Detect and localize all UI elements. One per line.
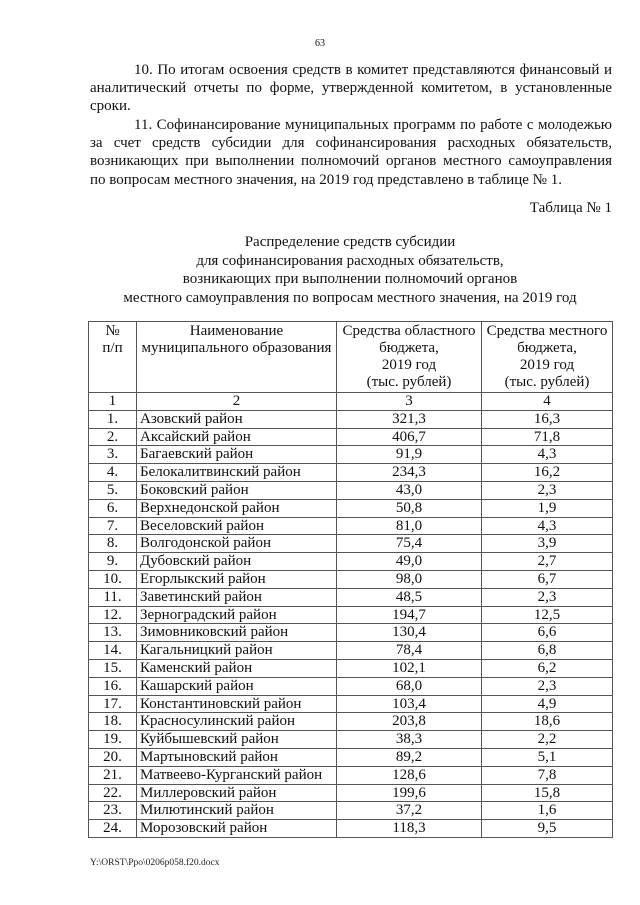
district-name: Заветинский район — [137, 588, 337, 606]
row-number: 15. — [89, 659, 137, 677]
district-name: Красносулинский район — [137, 713, 337, 731]
district-name: Белокалитвинский район — [137, 464, 337, 482]
table-row — [89, 535, 613, 553]
table-row — [89, 410, 613, 428]
row-number: 20. — [89, 748, 137, 766]
local-budget-value: 6,7 — [482, 570, 613, 588]
district-name: Боковский район — [137, 481, 337, 499]
local-budget-value: 4,3 — [482, 446, 613, 464]
table-title — [88, 233, 612, 307]
column-index: 2 — [137, 393, 337, 411]
district-name: Мартыновский район — [137, 748, 337, 766]
regional-budget-value: 103,4 — [337, 695, 482, 713]
local-budget-value: 12,5 — [482, 606, 613, 624]
local-budget-value: 3,9 — [482, 535, 613, 553]
district-name: Константиновский район — [137, 695, 337, 713]
paragraph-11 — [90, 116, 612, 189]
row-number: 21. — [89, 766, 137, 784]
table-title-line: для софинансирования расходных обязательств, — [196, 252, 504, 269]
regional-budget-value: 91,9 — [337, 446, 482, 464]
page-number: 63 — [315, 38, 325, 49]
column-index: 4 — [482, 393, 613, 411]
column-index-row — [89, 393, 613, 411]
header-line: бюджета, — [517, 340, 577, 356]
paragraph-10-text: 10. По итогам освоения средств в комитет представляются финансовый и аналитический отчеты по форме, утвержденной комитетом, в установленные сроки. — [90, 62, 612, 115]
row-number: 4. — [89, 464, 137, 482]
table-row — [89, 766, 613, 784]
local-budget-value: 2,2 — [482, 731, 613, 749]
row-number: 23. — [89, 802, 137, 820]
district-name: Багаевский район — [137, 446, 337, 464]
row-number: 22. — [89, 784, 137, 802]
table-label: Таблица № 1 — [529, 200, 612, 216]
header-line: № — [105, 323, 120, 339]
regional-budget-value: 321,3 — [337, 410, 482, 428]
table-row — [89, 446, 613, 464]
district-name: Дубовский район — [137, 553, 337, 571]
local-budget-value: 6,6 — [482, 624, 613, 642]
table-title-line: местного самоуправления по вопросам местного значения, на 2019 год — [123, 289, 577, 306]
regional-budget-value: 102,1 — [337, 659, 482, 677]
district-name: Егорлыкский район — [137, 570, 337, 588]
table-row — [89, 731, 613, 749]
regional-budget-value: 199,6 — [337, 784, 482, 802]
district-name: Кашарский район — [137, 677, 337, 695]
paragraph-10 — [90, 61, 612, 116]
row-number: 19. — [89, 731, 137, 749]
regional-budget-value: 50,8 — [337, 499, 482, 517]
header-line: (тыс. рублей) — [366, 374, 452, 390]
table-row — [89, 464, 613, 482]
regional-budget-value: 75,4 — [337, 535, 482, 553]
district-name: Каменский район — [137, 659, 337, 677]
header-line: муниципального образования — [141, 340, 332, 356]
row-number: 12. — [89, 606, 137, 624]
row-number: 1. — [89, 410, 137, 428]
table-row — [89, 624, 613, 642]
header-line: 2019 год — [381, 357, 437, 373]
regional-budget-value: 37,2 — [337, 802, 482, 820]
table-row — [89, 588, 613, 606]
header-num — [89, 322, 137, 393]
row-number: 18. — [89, 713, 137, 731]
table-header-row — [89, 322, 613, 393]
local-budget-value: 4,3 — [482, 517, 613, 535]
local-budget-value: 1,6 — [482, 802, 613, 820]
local-budget-value: 9,5 — [482, 820, 613, 838]
header-local-budget — [482, 322, 613, 393]
table-row — [89, 802, 613, 820]
district-name: Веселовский район — [137, 517, 337, 535]
row-number: 9. — [89, 553, 137, 571]
table-row — [89, 695, 613, 713]
district-name: Зимовниковский район — [137, 624, 337, 642]
regional-budget-value: 48,5 — [337, 588, 482, 606]
regional-budget-value: 203,8 — [337, 713, 482, 731]
local-budget-value: 2,3 — [482, 677, 613, 695]
column-index: 1 — [89, 393, 137, 411]
row-number: 10. — [89, 570, 137, 588]
district-name: Милютинский район — [137, 802, 337, 820]
row-number: 8. — [89, 535, 137, 553]
regional-budget-value: 128,6 — [337, 766, 482, 784]
row-number: 2. — [89, 428, 137, 446]
row-number: 17. — [89, 695, 137, 713]
local-budget-value: 2,7 — [482, 553, 613, 571]
table-row — [89, 713, 613, 731]
paragraph-11-text: 11. Софинансирование муниципальных программ по работе с молодежью за счет средств субсидии для софинансирования расходных обязательств, возникающих при выполнении полномочий органов местного самоуправления по вопросам местного значения, на 2019 год представлено в таблице № 1. — [90, 117, 612, 188]
regional-budget-value: 68,0 — [337, 677, 482, 695]
row-number: 6. — [89, 499, 137, 517]
header-line: (тыс. рублей) — [504, 374, 590, 390]
local-budget-value: 16,3 — [482, 410, 613, 428]
header-name — [137, 322, 337, 393]
regional-budget-value: 98,0 — [337, 570, 482, 588]
local-budget-value: 15,8 — [482, 784, 613, 802]
district-name: Матвеево-Курганский район — [137, 766, 337, 784]
table-row — [89, 481, 613, 499]
table-row — [89, 642, 613, 660]
file-path-footer: Y:\ORST\Ppo\0206p058.f20.docx — [90, 858, 220, 868]
header-line: Наименование — [189, 323, 284, 339]
local-budget-value: 71,8 — [482, 428, 613, 446]
table-row — [89, 606, 613, 624]
regional-budget-value: 89,2 — [337, 748, 482, 766]
regional-budget-value: 406,7 — [337, 428, 482, 446]
header-line: бюджета, — [379, 340, 439, 356]
local-budget-value: 6,8 — [482, 642, 613, 660]
row-number: 13. — [89, 624, 137, 642]
regional-budget-value: 81,0 — [337, 517, 482, 535]
table-row — [89, 748, 613, 766]
district-name: Аксайский район — [137, 428, 337, 446]
district-name: Морозовский район — [137, 820, 337, 838]
header-line: 2019 год — [519, 357, 575, 373]
district-name: Миллеровский район — [137, 784, 337, 802]
header-line: Средства областного — [342, 323, 476, 339]
row-number: 24. — [89, 820, 137, 838]
column-index: 3 — [337, 393, 482, 411]
header-line: п/п — [102, 340, 123, 356]
table-row — [89, 499, 613, 517]
regional-budget-value: 38,3 — [337, 731, 482, 749]
table-title-line: возникающих при выполнении полномочий органов — [182, 271, 518, 287]
local-budget-value: 1,9 — [482, 499, 613, 517]
regional-budget-value: 43,0 — [337, 481, 482, 499]
local-budget-value: 16,2 — [482, 464, 613, 482]
local-budget-value: 4,9 — [482, 695, 613, 713]
local-budget-value: 18,6 — [482, 713, 613, 731]
regional-budget-value: 118,3 — [337, 820, 482, 838]
row-number: 5. — [89, 481, 137, 499]
table-row — [89, 659, 613, 677]
row-number: 16. — [89, 677, 137, 695]
local-budget-value: 6,2 — [482, 659, 613, 677]
district-name: Куйбышевский район — [137, 731, 337, 749]
table-row — [89, 677, 613, 695]
local-budget-value: 2,3 — [482, 481, 613, 499]
regional-budget-value: 234,3 — [337, 464, 482, 482]
table-row — [89, 820, 613, 838]
district-name: Кагальницкий район — [137, 642, 337, 660]
regional-budget-value: 78,4 — [337, 642, 482, 660]
district-name: Азовский район — [137, 410, 337, 428]
local-budget-value: 2,3 — [482, 588, 613, 606]
regional-budget-value: 49,0 — [337, 553, 482, 571]
table-row — [89, 553, 613, 571]
regional-budget-value: 130,4 — [337, 624, 482, 642]
row-number: 7. — [89, 517, 137, 535]
table-row — [89, 517, 613, 535]
regional-budget-value: 194,7 — [337, 606, 482, 624]
district-name: Волгодонской район — [137, 535, 337, 553]
district-name: Верхнедонской район — [137, 499, 337, 517]
row-number: 14. — [89, 642, 137, 660]
table-row — [89, 428, 613, 446]
local-budget-value: 7,8 — [482, 766, 613, 784]
district-name: Зерноградский район — [137, 606, 337, 624]
local-budget-value: 5,1 — [482, 748, 613, 766]
row-number: 3. — [89, 446, 137, 464]
subsidy-table — [88, 321, 613, 838]
header-line: Средства местного — [486, 323, 608, 339]
row-number: 11. — [89, 588, 137, 606]
table-row — [89, 570, 613, 588]
table-row — [89, 784, 613, 802]
header-regional-budget — [337, 322, 482, 393]
table-title-line: Распределение средств субсидии — [244, 234, 456, 250]
